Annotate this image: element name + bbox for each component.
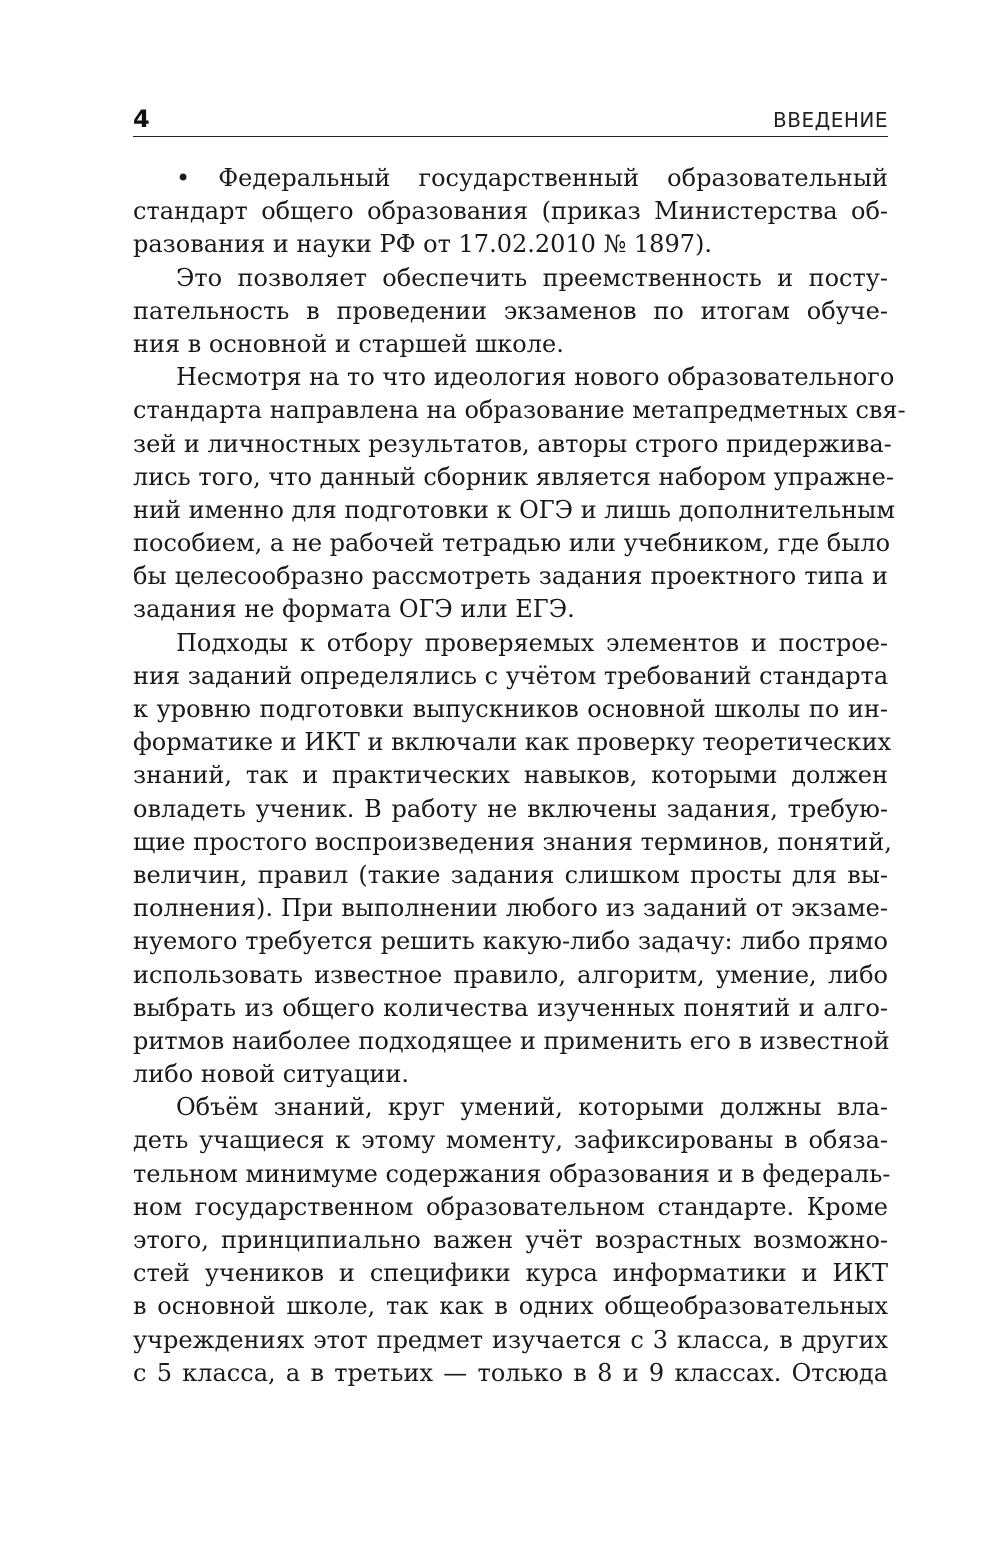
text-line: ритмов наиболее подходящее и применить его в известной	[133, 1026, 890, 1055]
text-line: задания не формата ОГЭ или ЕГЭ.	[133, 595, 575, 624]
text-line: либо новой ситуации.	[133, 1060, 409, 1089]
text-line: лись того, что данный сборник является набором упражне-	[133, 462, 894, 491]
section-title: ВВЕДЕНИЕ	[773, 108, 888, 132]
text-line: • Федеральный государственный образовательный	[176, 164, 888, 192]
text-line: щие простого воспроизведения знания терминов, понятий,	[133, 827, 892, 856]
text-line: Несмотря на то что идеология нового образовательного	[176, 363, 895, 392]
paragraph	[133, 361, 906, 627]
text-line: бы целесообразно рассмотреть задания проектного типа и	[133, 562, 888, 591]
text-line: нуемого требуется решить какую-либо задачу: либо прямо	[133, 927, 888, 956]
running-head	[133, 104, 888, 137]
paragraph	[133, 1091, 891, 1390]
text-line: пособием, а не рабочей тетрадью или учебником, где было	[133, 529, 891, 558]
text-line: использовать известное правило, алгоритм, умение, либо	[133, 960, 888, 989]
paragraph	[133, 627, 892, 1092]
page-number: 4	[133, 105, 150, 133]
text-line: ном государственном образовательном стандарте. Кроме	[133, 1192, 888, 1221]
paragraph	[133, 262, 888, 362]
text-line: стей учеников и специфики курса информатики и ИКТ	[133, 1259, 888, 1288]
text-line: учреждениях этот предмет изучается с 3 класса, в других	[133, 1325, 888, 1354]
text-line: знаний, так и практических навыков, которыми должен	[133, 761, 888, 790]
text-line: форматике и ИКТ и включали как проверку теоретических	[133, 728, 892, 757]
text-line: Объём знаний, круг умений, которыми должны вла-	[176, 1093, 888, 1122]
text-line: овладеть ученик. В работу не включены задания, требую-	[133, 794, 888, 823]
text-line: стандарт общего образования (приказ Министерства об-	[133, 197, 888, 226]
text-line: ния заданий определялись с учётом требований стандарта	[133, 661, 889, 690]
text-line: полнения). При выполнении любого из заданий от экзаме-	[133, 894, 888, 923]
text-line: тельном минимуме содержания образования и в федераль-	[133, 1159, 891, 1188]
paragraph	[133, 162, 888, 262]
text-line: деть учащиеся к этому моменту, зафиксированы в обяза-	[133, 1126, 888, 1155]
text-line: к уровню подготовки выпускников основной школы по ин-	[133, 695, 888, 723]
body-text	[133, 162, 906, 1390]
text-line: этого, принципиально важен учёт возрастных возможно-	[133, 1226, 888, 1254]
text-line: зей и личностных результатов, авторы строго придержива-	[133, 429, 892, 458]
text-line: стандарта направлена на образование метапредметных свя-	[133, 396, 906, 425]
text-line: Подходы к отбору проверяемых элементов и построе-	[176, 628, 888, 657]
text-line: пательность в проведении экзаменов по итогам обуче-	[133, 296, 888, 325]
text-line: выбрать из общего количества изученных понятий и алго-	[133, 993, 888, 1022]
text-line: ния в основной и старшей школе.	[133, 329, 564, 358]
text-line: с 5 класса, а в третьих — только в 8 и 9 классах. Отсюда	[133, 1358, 888, 1387]
text-line: ний именно для подготовки к ОГЭ и лишь дополнительным	[133, 495, 895, 524]
text-line: Это позволяет обеспечить преемственность и посту-	[176, 263, 888, 292]
text-line: в основной школе, так как в одних общеобразовательных	[133, 1292, 888, 1321]
text-line: величин, правил (такие задания слишком просты для вы-	[133, 860, 888, 889]
text-line: разования и науки РФ от 17.02.2010 № 1897).	[133, 230, 712, 259]
